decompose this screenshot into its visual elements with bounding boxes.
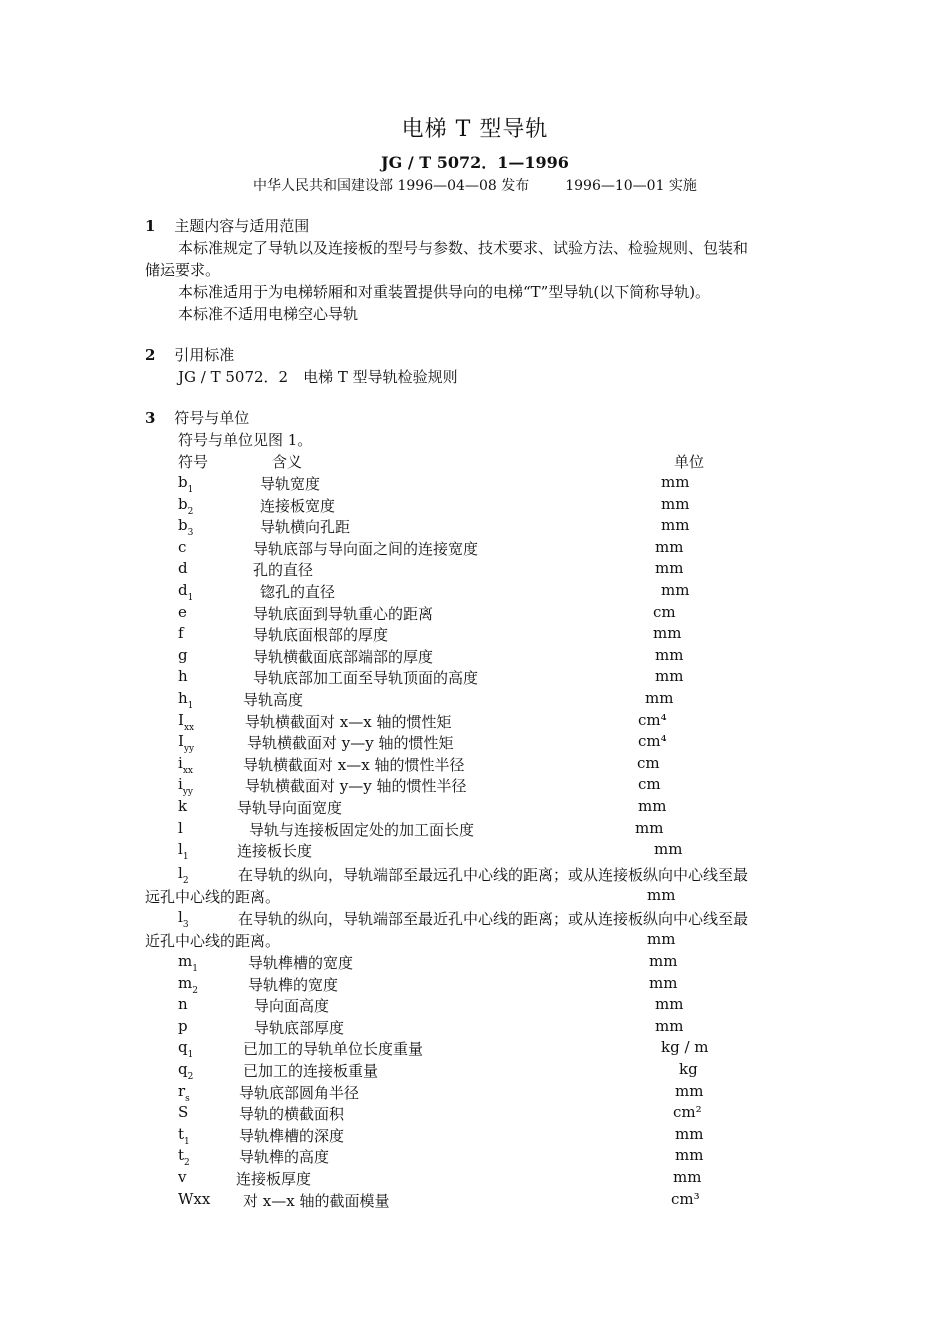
symbol-row bbox=[0, 1038, 950, 1060]
row-unit: mm bbox=[647, 886, 676, 904]
row-symbol: f bbox=[178, 624, 184, 643]
symbol-row bbox=[0, 1190, 950, 1212]
row-unit: mm bbox=[655, 995, 684, 1014]
symbol-row bbox=[0, 819, 950, 841]
row-unit: mm bbox=[675, 1124, 704, 1143]
row-meaning: 导轨底部与导向面之间的连接宽度 bbox=[253, 539, 479, 558]
section-1-title: 主题内容与适用范围 bbox=[174, 217, 310, 235]
row-symbol: S bbox=[178, 1103, 189, 1122]
symbol-row bbox=[0, 797, 950, 819]
row-symbol: d bbox=[178, 559, 188, 578]
row-meaning: 导轨导向面宽度 bbox=[237, 799, 343, 817]
row-symbol: e bbox=[178, 602, 187, 621]
row-meaning: 在导轨的纵向，导轨端部至最远孔中心线的距离；或从连接板纵向中心线至最 bbox=[238, 866, 749, 884]
row-symbol: n bbox=[178, 995, 188, 1014]
row-symbol: $m_2$ bbox=[178, 973, 198, 996]
symbol-row bbox=[0, 603, 950, 625]
row-unit: cm⁴ bbox=[638, 732, 667, 751]
section-3-intro: 符号与单位见图 1。 bbox=[178, 431, 313, 449]
row-meaning: 导轨底部圆角半径 bbox=[239, 1083, 360, 1102]
symbol-row bbox=[0, 1017, 950, 1039]
symbol-row bbox=[0, 1168, 950, 1190]
issue-date: 中华人民共和国建设部 1996—04—08 发布 bbox=[253, 178, 530, 194]
symbol-row-l3 bbox=[0, 908, 950, 930]
symbol-row bbox=[0, 495, 950, 517]
row-meaning: 导轨宽度 bbox=[260, 475, 321, 493]
row-symbol: c bbox=[178, 537, 187, 556]
symbol-row bbox=[0, 754, 950, 776]
symbol-row bbox=[0, 1082, 950, 1104]
row-unit: cm bbox=[637, 753, 660, 772]
row-symbol: h bbox=[178, 667, 188, 686]
row-meaning: 对 x—x 轴的截面模量 bbox=[243, 1191, 390, 1210]
symbol-row-l3-cont bbox=[0, 930, 950, 952]
symbol-row-l2 bbox=[0, 864, 950, 886]
row-meaning: 导轨底部加工面至导轨顶面的高度 bbox=[253, 669, 479, 688]
row-unit: mm bbox=[655, 645, 684, 664]
row-meaning: 导轨的横截面积 bbox=[239, 1105, 345, 1124]
section-1-heading bbox=[145, 216, 309, 236]
row-symbol: v bbox=[178, 1168, 187, 1186]
symbol-row bbox=[0, 1146, 950, 1168]
row-meaning: 导轨榫槽的深度 bbox=[239, 1126, 345, 1145]
row-meaning: 在导轨的纵向，导轨端部至最近孔中心线的距离；或从连接板纵向中心线至最 bbox=[238, 910, 749, 928]
row-meaning: 导向面高度 bbox=[254, 997, 330, 1016]
row-unit: cm⁴ bbox=[638, 710, 667, 729]
symbol-row bbox=[0, 732, 950, 754]
row-unit: mm bbox=[675, 1146, 704, 1165]
row-unit: mm bbox=[661, 473, 690, 491]
section-1-para-1: 本标准规定了导轨以及连接板的型号与参数、技术要求、试验方法、检验规则、包装和 bbox=[178, 239, 749, 257]
row-symbol: $l_2$ bbox=[178, 864, 189, 886]
doc-code: JG / T 5072．1—1996 bbox=[381, 153, 569, 172]
row-symbol: $h_1$ bbox=[178, 689, 194, 711]
row-meaning-cont: 远孔中心线的距离。 bbox=[145, 888, 281, 906]
row-symbol: $I_{xx}$ bbox=[178, 710, 195, 733]
section-1-para-3: 本标准不适用电梯空心导轨 bbox=[178, 305, 359, 323]
symbol-row bbox=[0, 840, 950, 862]
doc-title: 电梯 T 型导轨 bbox=[401, 117, 549, 142]
row-symbol: $t_1$ bbox=[178, 1124, 190, 1147]
section-1-number: 1 bbox=[145, 217, 156, 235]
row-symbol: p bbox=[178, 1016, 188, 1035]
row-meaning: 导轨高度 bbox=[243, 691, 304, 709]
row-symbol: $i_{yy}$ bbox=[178, 775, 193, 798]
section-2-heading bbox=[145, 345, 234, 365]
symbol-row bbox=[0, 689, 950, 711]
implement-date: 1996—10—01 实施 bbox=[565, 178, 697, 194]
row-symbol: l bbox=[178, 818, 183, 837]
row-unit: mm bbox=[647, 930, 676, 948]
column-symbol: 符号 bbox=[178, 453, 209, 471]
symbol-row bbox=[0, 559, 950, 581]
row-unit: mm bbox=[661, 581, 690, 599]
row-symbol: $q_1$ bbox=[178, 1038, 194, 1061]
row-meaning: 导轨横向孔距 bbox=[260, 518, 351, 537]
section-3-title: 符号与单位 bbox=[174, 409, 250, 427]
row-meaning: 导轨横截面对 x—x 轴的惯性半径 bbox=[243, 755, 465, 774]
row-meaning: 锪孔的直径 bbox=[260, 583, 336, 601]
row-unit: mm bbox=[655, 537, 684, 556]
row-symbol: $b_3$ bbox=[178, 516, 194, 539]
column-meaning: 含义 bbox=[272, 453, 303, 471]
row-meaning: 导轨横截面底部端部的厚度 bbox=[253, 647, 434, 666]
row-unit: cm bbox=[638, 775, 661, 794]
row-unit: mm bbox=[661, 516, 690, 535]
row-unit: cm² bbox=[673, 1103, 702, 1122]
section-1-para-1-cont: 储运要求。 bbox=[145, 261, 221, 279]
row-meaning: 已加工的连接板重量 bbox=[243, 1062, 379, 1080]
row-meaning: 连接板宽度 bbox=[260, 496, 336, 515]
row-unit: mm bbox=[654, 840, 683, 859]
symbols-table-header bbox=[0, 451, 950, 473]
row-symbol: k bbox=[178, 797, 188, 815]
symbol-row bbox=[0, 1060, 950, 1082]
row-unit: mm bbox=[655, 667, 684, 686]
symbol-row bbox=[0, 624, 950, 646]
row-meaning: 孔的直径 bbox=[253, 561, 314, 580]
row-unit: cm bbox=[653, 602, 676, 621]
symbol-row bbox=[0, 538, 950, 560]
row-symbol: $l_3$ bbox=[178, 908, 189, 930]
row-symbol: $q_2$ bbox=[178, 1060, 194, 1082]
row-meaning: 连接板长度 bbox=[237, 842, 313, 861]
row-unit: kg / m bbox=[661, 1038, 709, 1057]
row-unit: mm bbox=[649, 973, 678, 992]
row-unit: kg bbox=[679, 1060, 698, 1078]
row-meaning: 导轨横截面对 y—y 轴的惯性半径 bbox=[245, 777, 467, 796]
row-symbol: $m_1$ bbox=[178, 952, 198, 974]
row-meaning: 导轨榫槽的宽度 bbox=[248, 954, 354, 972]
row-meaning: 已加工的导轨单位长度重量 bbox=[243, 1040, 424, 1059]
row-symbol: $r_s$ bbox=[178, 1081, 190, 1104]
row-meaning: 导轨横截面对 x—x 轴的惯性矩 bbox=[245, 712, 452, 731]
column-unit: 单位 bbox=[674, 453, 705, 471]
section-3-number: 3 bbox=[145, 409, 156, 427]
row-meaning: 导轨榫的宽度 bbox=[248, 975, 339, 994]
row-symbol: $I_{yy}$ bbox=[178, 732, 195, 755]
row-symbol: $b_1$ bbox=[178, 473, 194, 495]
symbol-row bbox=[0, 516, 950, 538]
issue-line bbox=[0, 175, 950, 195]
row-meaning-cont: 近孔中心线的距离。 bbox=[145, 932, 281, 950]
symbol-row bbox=[0, 1125, 950, 1147]
symbol-row bbox=[0, 775, 950, 797]
section-2-title: 引用标准 bbox=[174, 346, 235, 364]
row-unit: mm bbox=[675, 1081, 704, 1100]
symbol-row bbox=[0, 952, 950, 974]
symbol-row bbox=[0, 995, 950, 1017]
row-symbol: $t_2$ bbox=[178, 1146, 190, 1169]
row-symbol: $l_1$ bbox=[178, 840, 189, 863]
row-meaning: 导轨与连接板固定处的加工面长度 bbox=[249, 820, 475, 839]
symbol-row bbox=[0, 667, 950, 689]
symbol-row bbox=[0, 646, 950, 668]
symbol-row bbox=[0, 1103, 950, 1125]
row-meaning: 导轨底部厚度 bbox=[254, 1018, 345, 1037]
row-symbol: $d_1$ bbox=[178, 581, 194, 603]
row-meaning: 导轨横截面对 y—y 轴的惯性矩 bbox=[247, 734, 454, 753]
row-meaning: 连接板厚度 bbox=[236, 1170, 312, 1188]
symbol-row bbox=[0, 711, 950, 733]
row-symbol: $b_2$ bbox=[178, 494, 194, 517]
row-unit: mm bbox=[638, 797, 667, 815]
row-meaning: 导轨榫的高度 bbox=[239, 1148, 330, 1167]
symbol-row bbox=[0, 473, 950, 495]
row-symbol: g bbox=[178, 645, 188, 664]
section-1-para-2: 本标准适用于为电梯轿厢和对重装置提供导向的电梯“T”型导轨(以下简称导轨)。 bbox=[178, 283, 711, 301]
row-unit: mm bbox=[655, 1016, 684, 1035]
row-unit: mm bbox=[649, 952, 678, 970]
row-meaning: 导轨底面到导轨重心的距离 bbox=[253, 604, 434, 623]
row-unit: mm bbox=[653, 624, 682, 643]
row-unit: cm³ bbox=[671, 1189, 700, 1208]
row-symbol: $i_{xx}$ bbox=[178, 753, 193, 776]
row-unit: mm bbox=[661, 494, 690, 513]
symbol-row bbox=[0, 581, 950, 603]
row-unit: mm bbox=[635, 818, 664, 837]
row-unit: mm bbox=[655, 559, 684, 578]
row-unit: mm bbox=[673, 1168, 702, 1186]
symbol-row bbox=[0, 974, 950, 996]
section-2-number: 2 bbox=[145, 346, 156, 364]
section-2-reference: JG / T 5072．2 电梯 T 型导轨检验规则 bbox=[178, 368, 458, 386]
row-unit: mm bbox=[645, 689, 674, 707]
symbol-row-l2-cont bbox=[0, 886, 950, 908]
row-symbol: Wxx bbox=[178, 1189, 211, 1208]
section-3-heading bbox=[145, 408, 249, 428]
row-meaning: 导轨底面根部的厚度 bbox=[253, 626, 389, 645]
